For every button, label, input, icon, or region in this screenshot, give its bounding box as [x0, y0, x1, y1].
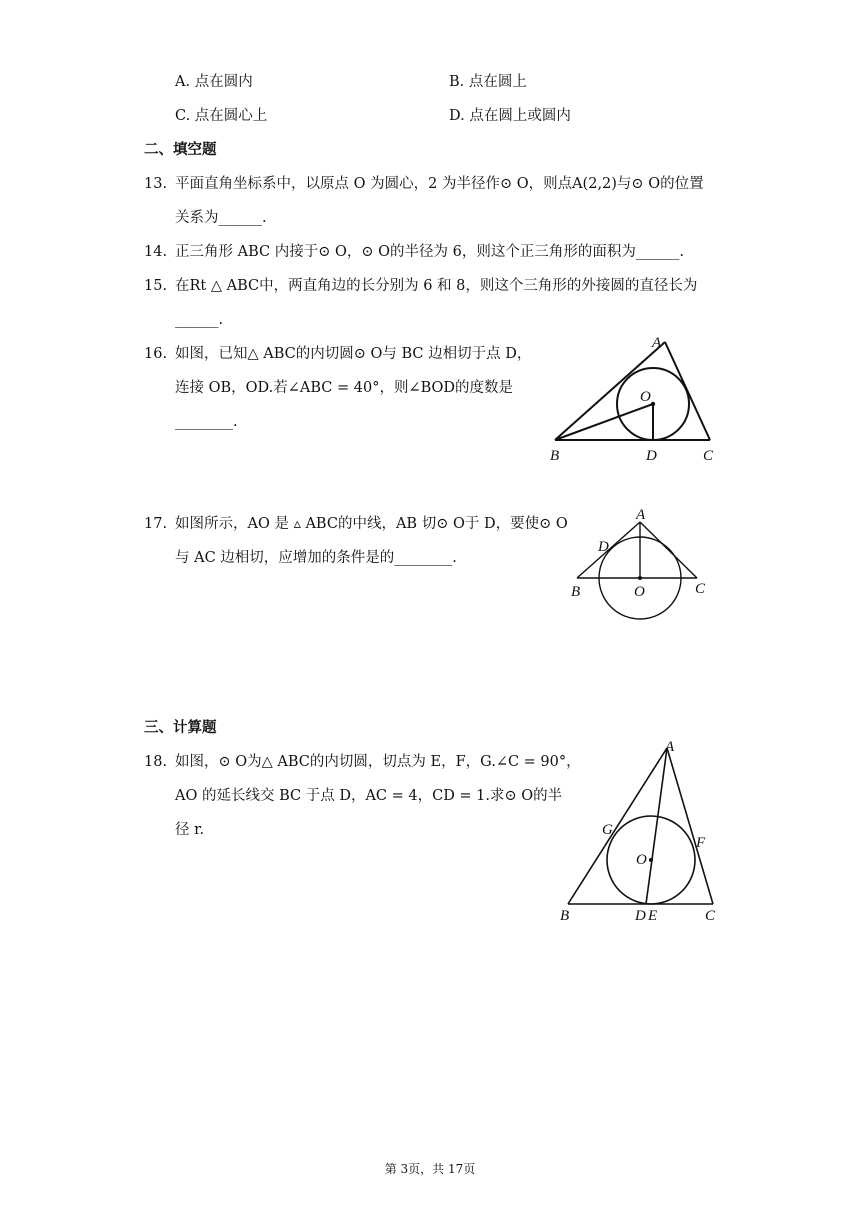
q18-label-o: O	[636, 852, 647, 868]
question-15-line-2: ______.	[175, 312, 224, 328]
question-16-line-2: 连接 OB，OD.若∠ABC = 40°，则∠BOD的度数是	[175, 380, 514, 396]
q16-label-d: D	[646, 448, 657, 464]
option-c: C. 点在圆心上	[175, 108, 268, 124]
q17-label-b: B	[571, 584, 581, 600]
q17-label-c: C	[695, 581, 706, 597]
question-18-line-3: 径 r.	[175, 822, 205, 838]
q18-label-d: D	[635, 908, 646, 924]
section-fill-blank-heading: 二、填空题	[144, 142, 217, 158]
question-14-number: 14.	[144, 244, 168, 260]
q17-label-o: O	[634, 584, 645, 600]
section-calculation-heading: 三、计算题	[144, 720, 217, 736]
q18-label-e: E	[648, 908, 658, 924]
question-16-number: 16.	[144, 346, 168, 362]
question-18-line-1: 如图，⊙ O为△ ABC的内切圆，切点为 E，F，G.∠C = 90°，	[175, 754, 581, 770]
question-15-number: 15.	[144, 278, 168, 294]
question-14-line-1: 正三角形 ABC 内接于⊙ O，⊙ O的半径为 6，则这个正三角形的面积为______.	[175, 244, 684, 260]
question-16-figure	[545, 330, 725, 465]
question-13-line-1: 平面直角坐标系中，以原点 O 为圆心，2 为半径作⊙ O，则点A(2,2)与⊙ O的位置	[175, 176, 704, 192]
question-18-line-2: AO 的延长线交 BC 于点 D，AC = 4，CD = 1.求⊙ O的半	[175, 788, 563, 804]
q18-label-g: G	[602, 822, 613, 838]
q16-label-c: C	[703, 448, 714, 464]
q16-label-o: O	[640, 389, 651, 405]
question-18-figure	[550, 738, 725, 928]
option-a: A. 点在圆内	[175, 74, 253, 90]
q17-label-d: D	[598, 539, 609, 555]
question-17-figure	[565, 505, 720, 625]
question-17-line-2: 与 AC 边相切，应增加的条件是的________.	[175, 550, 457, 566]
q18-label-f: F	[696, 835, 706, 851]
question-16-line-1: 如图，已知△ ABC的内切圆⊙ O与 BC 边相切于点 D，	[175, 346, 532, 362]
question-18-number: 18.	[144, 754, 168, 770]
question-16-line-3: ________.	[175, 414, 238, 430]
question-13-line-2: 关系为______.	[175, 210, 267, 226]
q16-label-a: A	[652, 335, 662, 351]
q16-label-b: B	[550, 448, 560, 464]
q18-label-b: B	[560, 908, 570, 924]
q18-label-a: A	[665, 739, 675, 755]
question-17-number: 17.	[144, 516, 168, 532]
page-footer: 第 3页，共 17页	[384, 1162, 476, 1176]
question-15-line-1: 在Rt △ ABC中，两直角边的长分别为 6 和 8，则这个三角形的外接圆的直径长为	[175, 278, 698, 294]
option-b: B. 点在圆上	[449, 74, 527, 90]
question-13-number: 13.	[144, 176, 168, 192]
q18-label-c: C	[705, 908, 716, 924]
option-d: D. 点在圆上或圆内	[449, 108, 571, 124]
question-17-line-1: 如图所示，AO 是 ▵ ABC的中线，AB 切⊙ O于 D，要使⊙ O	[175, 516, 568, 532]
q17-label-a: A	[636, 507, 646, 523]
